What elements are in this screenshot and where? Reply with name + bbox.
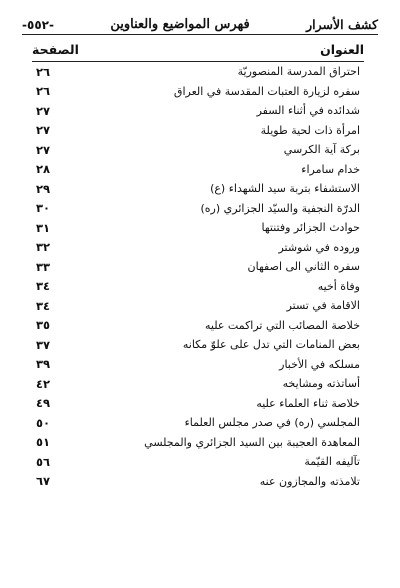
toc-entry	[36, 218, 360, 238]
toc-entry	[36, 355, 360, 375]
toc-entry-title: سفره لزيارة العتبات المقدسة في العراق	[173, 84, 360, 98]
section-title: فهرس المواضيع والعناوين	[110, 17, 250, 32]
toc-entry	[36, 101, 360, 121]
toc-entry-page: ٣٥	[36, 318, 51, 333]
toc-entry	[36, 374, 360, 394]
toc-entry-title: احتراق المدرسة المنصوريّة	[237, 65, 360, 79]
toc-entry-page: ٣٤	[36, 279, 51, 294]
toc-entry-page: ٢٧	[36, 123, 51, 138]
toc-entry-page: ٢٨	[36, 162, 51, 177]
toc-entry	[36, 121, 360, 141]
toc-entry-page: ٦٧	[36, 474, 51, 489]
toc-entry-page: ٢٩	[36, 181, 51, 196]
toc-entry	[36, 199, 360, 219]
toc-entry-page: ٣٧	[36, 337, 51, 352]
toc-entry	[36, 452, 360, 472]
column-header	[32, 38, 364, 60]
toc-entry	[36, 413, 360, 433]
toc-entry-title: مسلكه في الأخبار	[279, 357, 360, 371]
page-number: -٥٥٢-	[22, 18, 54, 32]
toc-entry-page: ٤٢	[36, 376, 51, 391]
toc-entry-title: خدام سامراء	[301, 162, 360, 176]
toc-entry	[36, 433, 360, 453]
toc-entry-page: ٤٩	[36, 396, 51, 411]
toc-entry-page: ٢٦	[36, 84, 51, 99]
toc-entry-title: خلاصة المصائب التي تراكمت عليه	[204, 318, 360, 332]
toc-entry-title: تآليفه القيّمة	[304, 455, 360, 469]
toc-entry-title: خلاصة ثناء العلماء عليه	[256, 396, 360, 410]
toc-entry-page: ٢٦	[36, 64, 51, 79]
toc-entry-page: ٣٠	[36, 201, 51, 216]
toc-entry-title: حوادث الجزائر وفتنتها	[261, 221, 360, 235]
toc-entry	[36, 62, 360, 82]
header-divider	[22, 34, 378, 35]
toc-entry-page: ٥٠	[36, 415, 51, 430]
toc-entry-title: تلامذته والمجازون عنه	[259, 474, 360, 488]
toc-entry-title: سفره الثاني الى اصفهان	[247, 260, 360, 274]
toc-entry-title: بركة آية الكرسي	[283, 143, 360, 157]
toc-entry	[36, 179, 360, 199]
toc-entry-title: الاقامة في تستر	[286, 299, 360, 313]
toc-entry-page: ٣٣	[36, 259, 51, 274]
toc-list	[36, 62, 360, 491]
toc-entry-title: وروده في شوشتر	[278, 240, 360, 254]
toc-entry-page: ٥١	[36, 435, 51, 450]
toc-entry	[36, 394, 360, 414]
page-column-label: الصفحة	[32, 41, 79, 57]
toc-entry-title: شدائده في أثناء السفر	[256, 104, 360, 118]
toc-entry-title: المجلسي (ره) في صدر مجلس العلماء	[184, 416, 360, 430]
toc-entry-page: ٣٤	[36, 298, 51, 313]
toc-entry-title: وفاة أخيه	[317, 279, 360, 293]
book-title: كشف الأسرار	[306, 17, 378, 32]
toc-entry	[36, 472, 360, 492]
toc-entry-title: المعاهدة العجيبة بين السيد الجزائري والمجلسي	[144, 435, 360, 449]
toc-entry	[36, 160, 360, 180]
toc-entry	[36, 335, 360, 355]
toc-entry	[36, 316, 360, 336]
toc-entry-page: ٢٧	[36, 103, 51, 118]
title-column-label: العنوان	[320, 41, 364, 57]
toc-entry-title: امرأة ذات لحية طويلة	[260, 123, 360, 137]
toc-entry	[36, 82, 360, 102]
toc-entry	[36, 257, 360, 277]
toc-entry	[36, 238, 360, 258]
toc-entry-page: ٣٢	[36, 240, 51, 255]
toc-entry-page: ٣٩	[36, 357, 51, 372]
toc-entry-title: الاستشفاء بتربة سيد الشهداء (ع)	[210, 182, 360, 196]
toc-entry-page: ٥٦	[36, 454, 51, 469]
running-header	[22, 8, 378, 32]
toc-entry	[36, 277, 360, 297]
toc-entry-page: ٢٧	[36, 142, 51, 157]
toc-entry-page: ٣١	[36, 220, 51, 235]
toc-entry-title: أساتذته ومشايخه	[282, 377, 360, 391]
toc-entry	[36, 140, 360, 160]
toc-entry-title: بعض المنامات التي تدل على علوّ مكانه	[182, 338, 360, 352]
toc-entry	[36, 296, 360, 316]
toc-entry-title: الدرّة النجفية والسيّد الجزائري (ره)	[200, 201, 360, 215]
